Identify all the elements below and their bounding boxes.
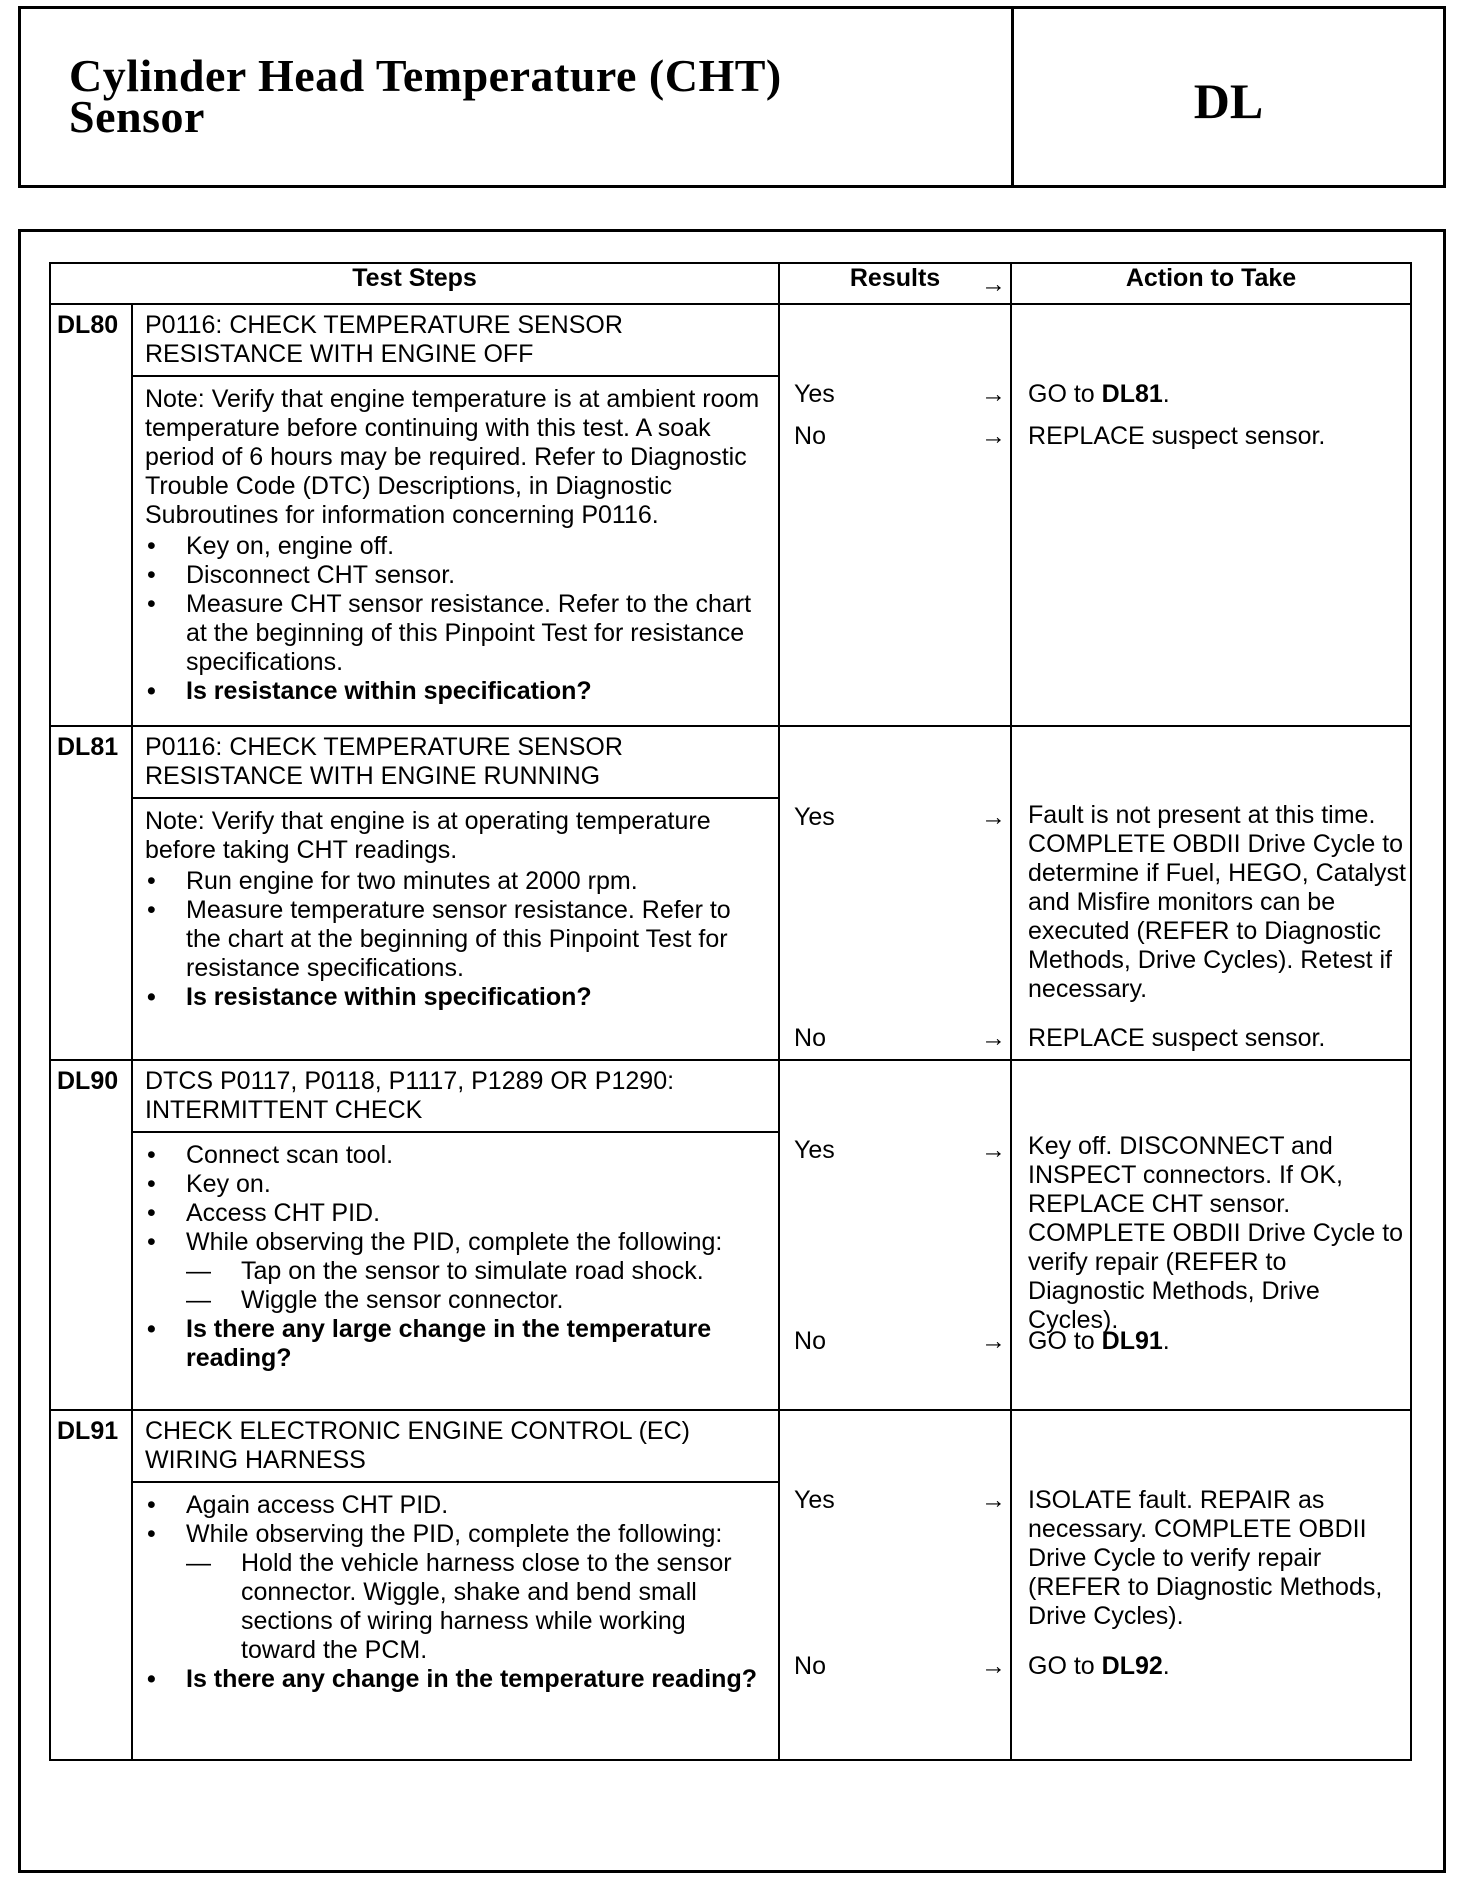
step-bullet: • Disconnect CHT sensor. xyxy=(145,561,766,590)
arrow-right-icon: → xyxy=(981,1327,1007,1355)
step-bullet xyxy=(145,1228,766,1315)
col-header-test-steps: Test Steps xyxy=(50,263,779,304)
step-question: • Is there any change in the temperature reading? xyxy=(145,1665,766,1694)
step-bullet: • Measure temperature sensor resistance. Refer to the chart at the beginning of this Pinpoint Test for resistance specifications. xyxy=(145,896,766,983)
step-title: P0116: CHECK TEMPERATURE SENSOR RESISTANCE WITH ENGINE RUNNING xyxy=(132,726,779,798)
step-code: DL80 xyxy=(50,304,132,726)
step-body xyxy=(132,1482,779,1760)
result-yes xyxy=(794,1486,1010,1515)
action-no: REPLACE suspect sensor. xyxy=(1028,422,1326,450)
result-no xyxy=(794,1024,1010,1053)
step-bullet-text: While observing the PID, complete the following: xyxy=(186,1520,723,1548)
action-no: REPLACE suspect sensor. xyxy=(1028,1024,1326,1052)
arrow-right-icon: → xyxy=(981,1486,1007,1514)
action-no-text: GO to xyxy=(1028,1652,1095,1680)
section-code: DL xyxy=(1193,73,1264,129)
step-bullet-text: While observing the PID, complete the following: xyxy=(186,1228,723,1256)
result-no-label: No xyxy=(794,422,826,450)
step-title-row xyxy=(50,1410,1411,1482)
action-yes-text: GO to xyxy=(1028,380,1095,408)
step-bullet: • Measure CHT sensor resistance. Refer to the chart at the beginning of this Pinpoint Test for resistance specifications. xyxy=(145,590,766,677)
result-yes xyxy=(794,1136,1010,1165)
step-question: • Is resistance within specification? xyxy=(145,983,766,1012)
result-no xyxy=(794,1652,1010,1681)
result-yes-label: Yes xyxy=(794,803,835,831)
step-sub-item: — Hold the vehicle harness close to the sensor connector. Wiggle, shake and bend small sections of wiring harness while working toward the PCM. xyxy=(186,1549,766,1665)
results-cell xyxy=(779,304,1011,726)
result-yes xyxy=(794,380,1010,409)
step-bullet: • Connect scan tool. xyxy=(145,1141,766,1170)
step-body xyxy=(132,376,779,726)
arrow-right-icon: → xyxy=(981,803,1007,831)
arrow-right-icon: → xyxy=(981,1024,1007,1052)
action-yes: Key off. DISCONNECT and INSPECT connectors. If OK, REPLACE CHT sensor. COMPLETE OBDII Drive Cycle to verify repair (REFER to Diagnostic Methods, Drive Cycles). xyxy=(1028,1132,1404,1334)
step-reference: DL91 xyxy=(1101,1327,1163,1355)
arrow-right-icon: → xyxy=(981,380,1007,408)
page-title-line-1: Cylinder Head Temperature (CHT) xyxy=(69,50,782,101)
step-bullet: • Access CHT PID. xyxy=(145,1199,766,1228)
step-bullet: • Key on. xyxy=(145,1170,766,1199)
col-header-action: Action to Take xyxy=(1011,263,1411,304)
result-no xyxy=(794,422,1010,451)
page-header xyxy=(18,6,1446,188)
arrow-right-icon: → xyxy=(981,1652,1007,1680)
pinpoint-test-table xyxy=(49,262,1412,1761)
results-cell xyxy=(779,1410,1011,1760)
action-no: GO to DL91. xyxy=(1028,1327,1170,1355)
step-bullet xyxy=(145,1520,766,1665)
step-question: • Is there any large change in the temperature reading? xyxy=(145,1315,766,1373)
step-title-row xyxy=(50,1060,1411,1132)
result-yes xyxy=(794,803,1010,832)
result-yes-label: Yes xyxy=(794,1136,835,1164)
col-header-results-label: Results xyxy=(849,264,941,292)
action-cell xyxy=(1011,726,1411,1060)
result-no-label: No xyxy=(794,1024,826,1052)
step-code: DL81 xyxy=(50,726,132,1060)
step-question: • Is resistance within specification? xyxy=(145,677,766,706)
table-header-row xyxy=(50,263,1411,304)
step-bullet: • Key on, engine off. xyxy=(145,532,766,561)
step-title-row xyxy=(50,304,1411,376)
action-yes: ISOLATE fault. REPAIR as necessary. COMPLETE OBDII Drive Cycle to verify repair (REFER to Diagnostic Methods, Drive Cycles). xyxy=(1028,1486,1383,1630)
page-title xyxy=(21,9,1014,185)
action-no: GO to DL92. xyxy=(1028,1652,1170,1680)
arrow-right-icon: → xyxy=(981,1136,1007,1164)
step-sub-item: — Wiggle the sensor connector. xyxy=(186,1286,766,1315)
result-yes-label: Yes xyxy=(794,1486,835,1514)
step-sub-item: — Tap on the sensor to simulate road shock. xyxy=(186,1257,766,1286)
step-title-row xyxy=(50,726,1411,798)
step-body xyxy=(132,1132,779,1410)
result-yes-label: Yes xyxy=(794,380,835,408)
step-bullet: • Again access CHT PID. xyxy=(145,1491,766,1520)
step-title: CHECK ELECTRONIC ENGINE CONTROL (EC) WIRING HARNESS xyxy=(132,1410,779,1482)
step-reference: DL81 xyxy=(1101,380,1163,408)
action-cell xyxy=(1011,1060,1411,1410)
step-note: Note: Verify that engine is at operating temperature before taking CHT readings. xyxy=(145,807,711,864)
action-cell xyxy=(1011,304,1411,726)
step-title: P0116: CHECK TEMPERATURE SENSOR RESISTANCE WITH ENGINE OFF xyxy=(132,304,779,376)
action-yes: Fault is not present at this time. COMPLETE OBDII Drive Cycle to determine if Fuel, HEGO, Catalyst and Misfire monitors can be executed (REFER to Diagnostic Methods, Drive Cycles). Retest if necessary. xyxy=(1028,801,1406,1003)
results-cell xyxy=(779,1060,1011,1410)
arrow-right-icon: → xyxy=(981,270,1007,298)
arrow-right-icon: → xyxy=(981,422,1007,450)
action-yes: GO to DL81. xyxy=(1028,380,1170,408)
results-cell xyxy=(779,726,1011,1060)
step-title: DTCS P0117, P0118, P1117, P1289 OR P1290: INTERMITTENT CHECK xyxy=(132,1060,779,1132)
step-body xyxy=(132,798,779,1060)
result-no-label: No xyxy=(794,1327,826,1355)
col-header-results xyxy=(779,263,1011,304)
page-title-line-2: Sensor xyxy=(69,91,205,142)
step-code: DL91 xyxy=(50,1410,132,1760)
step-bullet: • Run engine for two minutes at 2000 rpm. xyxy=(145,867,766,896)
step-note: Note: Verify that engine temperature is at ambient room temperature before continuing with this test. A soak period of 6 hours may be required. Refer to Diagnostic Trouble Code (DTC) Descriptions, in Diagnostic Subroutines for information concerning P0116. xyxy=(145,385,760,529)
result-no xyxy=(794,1327,1010,1356)
step-reference: DL92 xyxy=(1101,1652,1163,1680)
action-cell xyxy=(1011,1410,1411,1760)
step-code: DL90 xyxy=(50,1060,132,1410)
action-no-text: GO to xyxy=(1028,1327,1095,1355)
result-no-label: No xyxy=(794,1652,826,1680)
